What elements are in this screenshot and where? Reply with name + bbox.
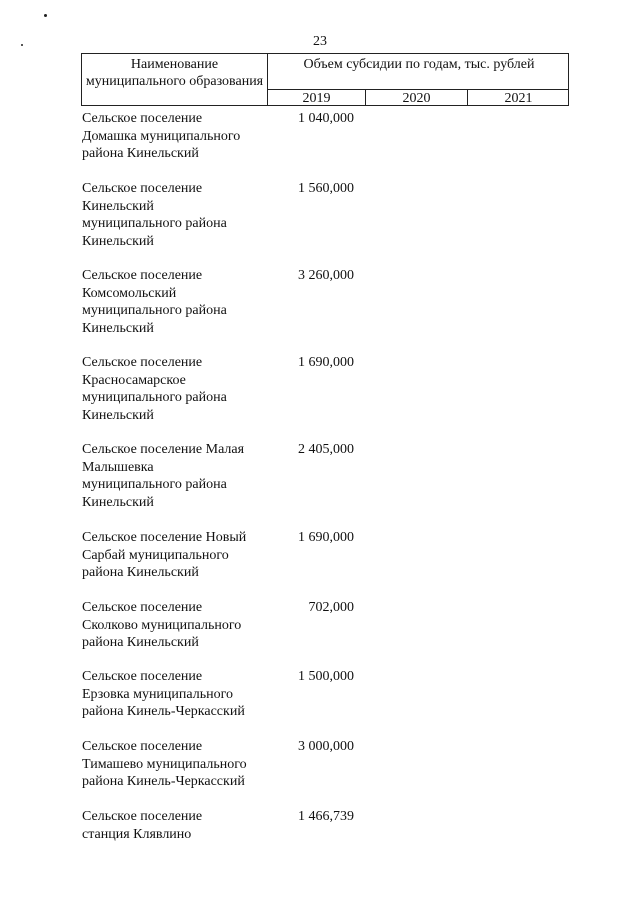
row-value-2019: 1 500,000	[298, 669, 354, 684]
row-municipality-name: Сельское поселение Кинельский муниципального района Кинельский	[82, 181, 227, 249]
row-value-2019: 3 000,000	[298, 739, 354, 754]
row-value-2019: 1 040,000	[298, 111, 354, 126]
row-value-2019: 1 560,000	[298, 181, 354, 196]
row-municipality-name: Сельское поселение Домашка муниципального района Кинельский	[82, 111, 241, 161]
row-municipality-name: Сельское поселение Тимашево муниципального района Кинель-Черкасский	[82, 739, 247, 789]
row-value-2019: 1 690,000	[298, 530, 354, 545]
row-municipality-name: Сельское поселение Ерзовка муниципального района Кинель-Черкасский	[82, 669, 245, 719]
page-number: 23	[313, 34, 327, 49]
header-year-2021: 2021	[504, 91, 533, 106]
row-value-2019: 1 466,739	[298, 809, 354, 824]
header-year-2019: 2019	[302, 91, 331, 106]
row-municipality-name: Сельское поселение Новый Сарбай муниципального района Кинельский	[82, 530, 247, 580]
table-header	[81, 53, 569, 106]
scan-speck	[44, 14, 47, 17]
row-value-2019: 3 260,000	[298, 268, 354, 283]
row-municipality-name: Сельское поселение Красносамарское муниципального района Кинельский	[82, 355, 227, 423]
row-value-2019: 702,000	[308, 600, 354, 615]
row-municipality-name: Сельское поселение Комсомольский муниципального района Кинельский	[82, 268, 227, 336]
row-value-2019: 1 690,000	[298, 355, 354, 370]
header-year-2020: 2020	[402, 91, 431, 106]
header-volume-column: Объем субсидии по годам, тыс. рублей	[303, 57, 535, 72]
row-municipality-name: Сельское поселение станция Клявлино	[82, 809, 203, 842]
row-municipality-name: Сельское поселение Сколково муниципального района Кинельский	[82, 600, 242, 650]
row-value-2019: 2 405,000	[298, 442, 354, 457]
row-municipality-name: Сельское поселение Малая Малышевка муниципального района Кинельский	[82, 442, 245, 510]
header-name-column: Наименование муниципального образования	[85, 57, 264, 89]
